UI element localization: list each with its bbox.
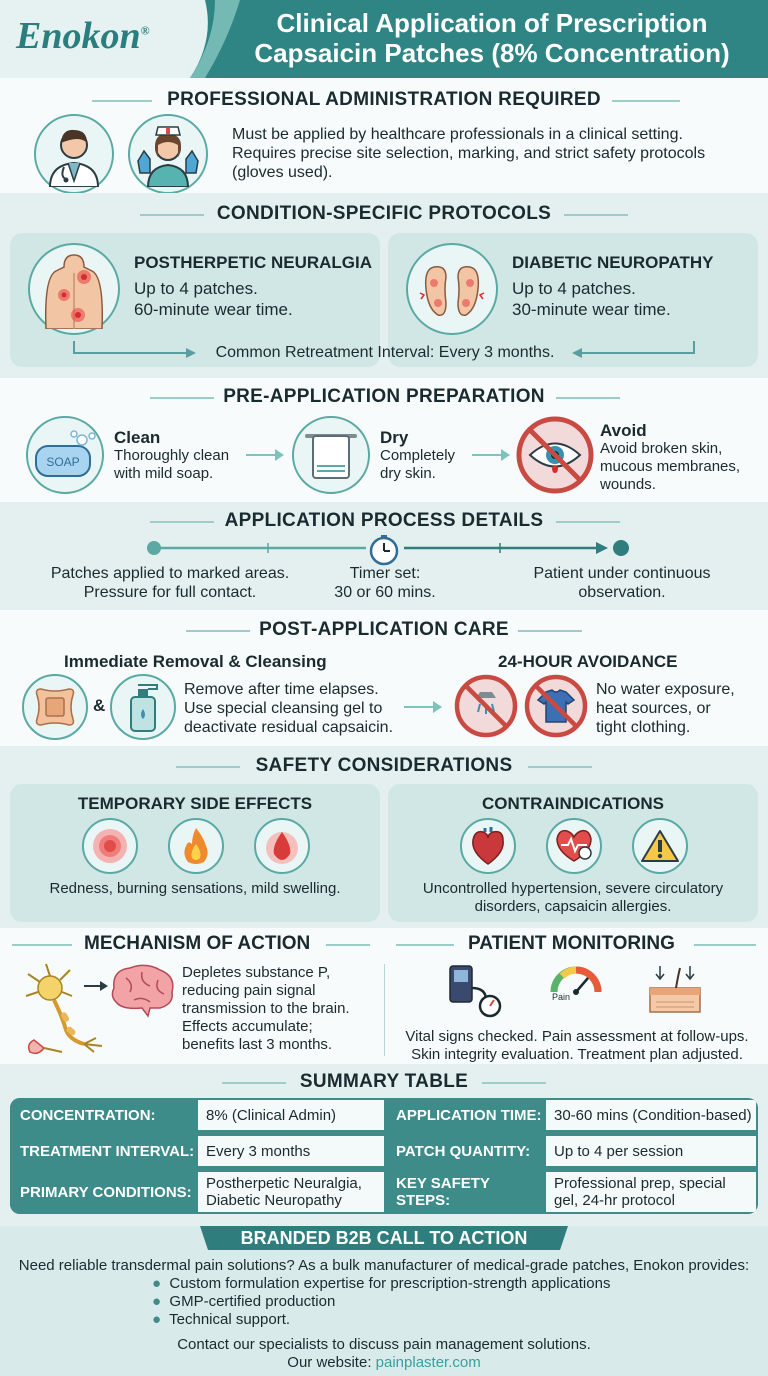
summary-value-primary-conditions-line-2: Diabetic Neuropathy bbox=[206, 1192, 342, 1209]
removal-heading: Immediate Removal & Cleansing bbox=[64, 652, 327, 671]
warning-icon bbox=[632, 818, 688, 874]
contraindications-heading: CONTRAINDICATIONS bbox=[482, 794, 664, 813]
safety-section bbox=[0, 746, 768, 928]
protocols-title: CONDITION-SPECIFIC PROTOCOLS bbox=[216, 203, 552, 224]
dn-line-1: Up to 4 patches. bbox=[512, 279, 636, 298]
pain-scale-label: Pain bbox=[552, 992, 571, 1002]
cta-bullet-3: ● Technical support. bbox=[152, 1311, 291, 1328]
summary-label-treatment-interval: TREATMENT INTERVAL: bbox=[10, 1134, 196, 1168]
towel-icon bbox=[292, 416, 370, 494]
prep-dry-line-1: Completely bbox=[380, 447, 456, 464]
header bbox=[0, 0, 768, 78]
monitoring-line-2: Skin integrity evaluation. Treatment plan adjusted. bbox=[411, 1046, 743, 1063]
cta-bullet-1-text: Custom formulation expertise for prescription-strength applications bbox=[169, 1275, 611, 1292]
prep-arrow-1 bbox=[246, 454, 282, 456]
blood-pressure-icon bbox=[444, 962, 508, 1020]
nurse-icon bbox=[128, 114, 208, 194]
process-step-2-line-2: 30 or 60 mins. bbox=[334, 584, 436, 601]
prep-dry-line-2: dry skin. bbox=[380, 465, 436, 482]
contraindications-line-1: Uncontrolled hypertension, severe circulatory bbox=[422, 880, 724, 897]
registered-mark: ® bbox=[140, 23, 150, 38]
prep-avoid-heading: Avoid bbox=[600, 421, 647, 440]
heart-icon bbox=[460, 818, 516, 874]
summary-value-treatment-interval-text: Every 3 months bbox=[206, 1142, 311, 1160]
summary-table bbox=[10, 1098, 758, 1214]
cta-title: BRANDED B2B CALL TO ACTION bbox=[240, 1228, 528, 1248]
summary-title: SUMMARY TABLE bbox=[299, 1071, 469, 1092]
cta-website-row bbox=[0, 1354, 768, 1371]
swelling-drop-icon bbox=[254, 818, 310, 874]
professional-text: Must be applied by healthcare professionals in a clinical setting. Requires precise site selection, marking, and strict safety protocols (gloves used). bbox=[232, 126, 706, 181]
cta-bullet-2-text: GMP-certified production bbox=[169, 1293, 336, 1310]
summary-value-concentration bbox=[198, 1100, 384, 1130]
post-arrow bbox=[404, 706, 440, 708]
summary-value-patch-quantity bbox=[546, 1136, 756, 1166]
dn-heading: DIABETIC NEUROPATHY bbox=[512, 253, 714, 272]
summary-label-primary-conditions: PRIMARY CONDITIONS: bbox=[10, 1170, 196, 1214]
cta-section bbox=[0, 1226, 768, 1376]
process-step-3-line-1: Patient under continuous bbox=[533, 565, 711, 582]
avoid-eye-icon bbox=[516, 416, 594, 494]
process-step-3-line-2: observation. bbox=[578, 584, 666, 601]
removal-line-1: Remove after time elapses. bbox=[184, 681, 379, 698]
prep-clean-heading: Clean bbox=[114, 428, 161, 447]
no-water-icon bbox=[454, 674, 518, 738]
monitoring-line-1: Vital signs checked. Pain assessment at follow-ups. bbox=[405, 1028, 749, 1045]
cta-bullet-list bbox=[152, 1275, 610, 1329]
soap-label: SOAP bbox=[46, 455, 80, 469]
cta-contact: Contact our specialists to discuss pain management solutions. bbox=[177, 1336, 591, 1353]
pain-scale-icon bbox=[548, 962, 604, 1020]
post-section bbox=[0, 610, 768, 746]
heart-monitor-icon bbox=[546, 818, 602, 874]
prep-section bbox=[0, 378, 768, 502]
summary-value-key-safety-steps-line-1: Professional prep, special bbox=[554, 1175, 726, 1192]
prep-arrow-2 bbox=[472, 454, 508, 456]
avoidance-line-3: tight clothing. bbox=[596, 719, 691, 736]
cta-intro: Need reliable transdermal pain solutions? As a bulk manufacturer of medical-grade patches, Enokon provides: bbox=[18, 1257, 750, 1274]
mechanism-title: MECHANISM OF ACTION bbox=[84, 933, 311, 954]
summary-label-concentration: CONCENTRATION: bbox=[10, 1098, 196, 1132]
prep-avoid-line-3: wounds. bbox=[600, 476, 656, 493]
safety-title: SAFETY CONSIDERATIONS bbox=[255, 755, 513, 776]
doctor-icon bbox=[34, 114, 114, 194]
mechanism-line-2: reducing pain signal bbox=[182, 982, 316, 999]
prep-avoid-line-2: mucous membranes, bbox=[600, 458, 741, 475]
cta-website-label: Our website: bbox=[287, 1354, 376, 1371]
no-tight-clothing-icon bbox=[524, 674, 588, 738]
process-step-1 bbox=[40, 564, 300, 602]
summary-value-key-safety-steps-line-2: gel, 24-hr protocol bbox=[554, 1192, 675, 1209]
neuron-brain-icon bbox=[22, 960, 180, 1060]
ampersand: & bbox=[93, 696, 106, 715]
phn-heading: POSTHERPETIC NEURALGIA bbox=[134, 253, 373, 272]
cta-bullet-1: ● Custom formulation expertise for prescription-strength applications bbox=[152, 1275, 611, 1292]
summary-value-application-time-text: 30-60 mins (Condition-based) bbox=[554, 1106, 752, 1124]
contraindications-line-2: disorders, capsaicin allergies. bbox=[474, 898, 672, 915]
mechanism-line-1: Depletes substance P, bbox=[182, 964, 331, 981]
avoidance-line-2: heat sources, or bbox=[596, 700, 711, 717]
professional-title: PROFESSIONAL ADMINISTRATION REQUIRED bbox=[167, 89, 601, 110]
retreatment-text: Common Retreatment Interval: Every 3 months. bbox=[215, 344, 555, 361]
cta-bullet-3-text: Technical support. bbox=[169, 1311, 291, 1328]
side-effects-heading: TEMPORARY SIDE EFFECTS bbox=[77, 794, 313, 813]
brand-logo bbox=[16, 14, 150, 58]
summary-section bbox=[0, 1064, 768, 1226]
mechanism-line-3: transmission to the brain. bbox=[182, 1000, 350, 1017]
process-step-1-line-1: Patches applied to marked areas. bbox=[50, 565, 290, 582]
cta-bullet-2: ● GMP-certified production bbox=[152, 1293, 336, 1310]
brand-name: Enokon bbox=[16, 15, 141, 57]
page-title bbox=[226, 8, 758, 68]
summary-label-key-safety-steps: KEY SAFETY STEPS: bbox=[386, 1170, 544, 1214]
skin-layer-icon bbox=[646, 962, 704, 1020]
website-link[interactable]: painplaster.com bbox=[375, 1354, 481, 1371]
process-step-3 bbox=[500, 564, 744, 602]
prep-dry-heading: Dry bbox=[380, 428, 409, 447]
phn-line-1: Up to 4 patches. bbox=[134, 279, 258, 298]
page-title-line-2: Capsaicin Patches (8% Concentration) bbox=[254, 38, 730, 68]
prep-avoid-line-1: Avoid broken skin, bbox=[600, 440, 723, 457]
mechanism-monitoring-section bbox=[0, 928, 768, 1064]
summary-value-treatment-interval bbox=[198, 1136, 384, 1166]
removal-line-3: deactivate residual capsaicin. bbox=[184, 719, 394, 736]
gel-bottle-icon bbox=[110, 674, 176, 740]
mechanism-line-4: Effects accumulate; bbox=[182, 1018, 313, 1035]
process-step-2-line-1: Timer set: bbox=[349, 565, 421, 582]
post-title: POST-APPLICATION CARE bbox=[259, 619, 509, 640]
prep-clean-line-1: Thoroughly clean bbox=[114, 447, 230, 464]
burning-icon bbox=[168, 818, 224, 874]
prep-clean-line-2: with mild soap. bbox=[114, 465, 214, 482]
dn-line-2: 30-minute wear time. bbox=[512, 300, 671, 319]
process-title: APPLICATION PROCESS DETAILS bbox=[224, 510, 544, 531]
avoidance-heading: 24-HOUR AVOIDANCE bbox=[498, 652, 678, 671]
summary-label-patch-quantity: PATCH QUANTITY: bbox=[386, 1134, 544, 1168]
summary-value-key-safety-steps bbox=[546, 1172, 756, 1212]
contraindications-text bbox=[388, 880, 758, 916]
prep-title: PRE-APPLICATION PREPARATION bbox=[223, 386, 545, 407]
process-step-1-line-2: Pressure for full contact. bbox=[83, 584, 257, 601]
process-section bbox=[0, 502, 768, 610]
timer-icon bbox=[368, 534, 400, 566]
monitoring-text bbox=[392, 1028, 762, 1064]
patch-icon bbox=[22, 674, 88, 740]
professional-section bbox=[0, 78, 768, 193]
summary-value-primary-conditions-line-1: Postherpetic Neuralgia, bbox=[206, 1175, 362, 1192]
mechanism-text bbox=[182, 964, 382, 1054]
side-effects-text: Redness, burning sensations, mild swelling. bbox=[49, 880, 341, 897]
redness-icon bbox=[82, 818, 138, 874]
phn-line-2: 60-minute wear time. bbox=[134, 300, 293, 319]
summary-value-concentration-text: 8% (Clinical Admin) bbox=[206, 1106, 337, 1124]
summary-label-application-time: APPLICATION TIME: bbox=[386, 1098, 544, 1132]
summary-value-application-time bbox=[546, 1100, 756, 1130]
process-step-2 bbox=[310, 564, 460, 602]
protocols-section bbox=[0, 193, 768, 378]
soap-icon bbox=[26, 416, 104, 494]
summary-value-patch-quantity-text: Up to 4 per session bbox=[554, 1142, 684, 1160]
removal-line-2: Use special cleansing gel to bbox=[184, 700, 383, 717]
avoidance-line-1: No water exposure, bbox=[596, 681, 735, 698]
summary-value-primary-conditions bbox=[198, 1172, 384, 1212]
mechanism-line-5: benefits last 3 months. bbox=[182, 1036, 333, 1053]
page-title-line-1: Clinical Application of Prescription bbox=[276, 8, 708, 38]
monitoring-title: PATIENT MONITORING bbox=[468, 933, 675, 954]
divider bbox=[384, 964, 385, 1056]
